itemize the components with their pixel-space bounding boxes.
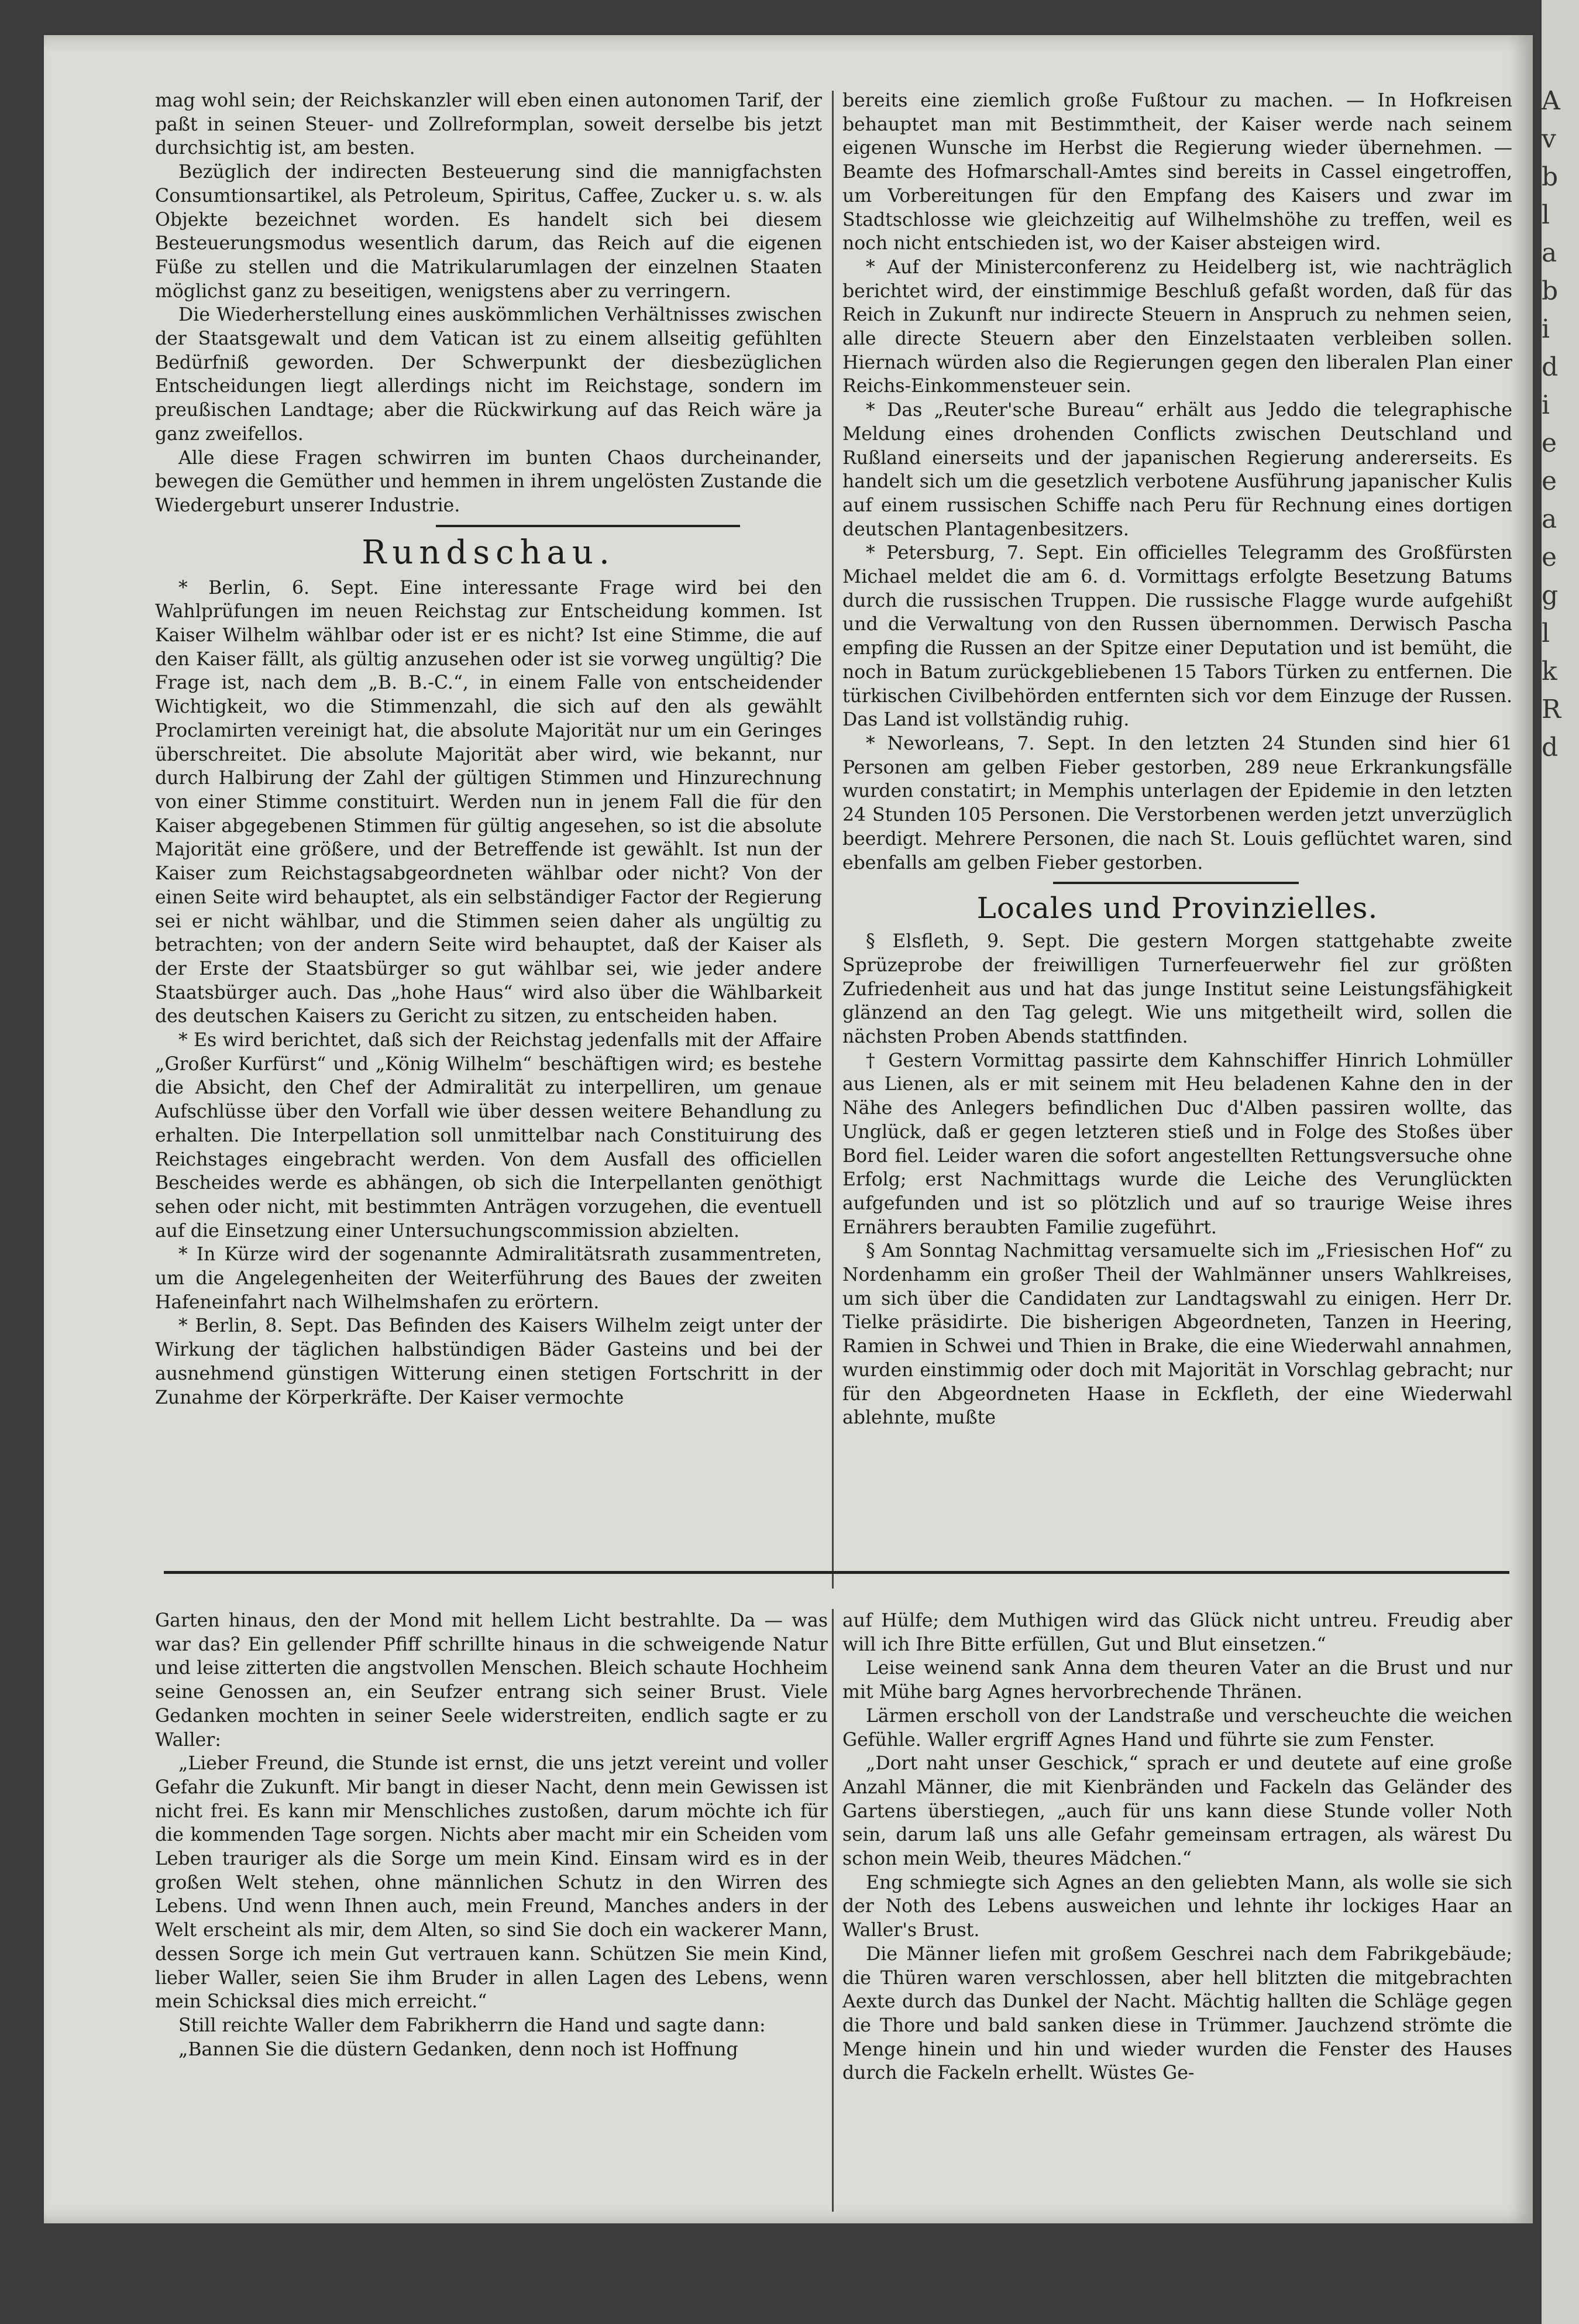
local-elsfleth-fire-brigade: § Elsfleth, 9. Sept. Die gestern Morgen stattgehabte zweite Sprüzeprobe der freiwilligen Turnerfeuerwehr fiel zur größten Zufriedenheit aus und hat das junge Institut seine Leistungsfähigkeit glänzend an den Tag gelegt. Wie uns mitgetheilt wird, sollen die nächsten Proben Abends stattfinden.	[842, 931, 1512, 1048]
heading-locales-provinzielles: Locales und Provinzielles.	[976, 891, 1378, 926]
feuilleton-waller-reply: „Bannen Sie die düstern Gedanken, denn noch ist Hoffnung	[178, 2038, 738, 2060]
feuilleton-garden-paragraph: Garten hinaus, den der Mond mit hellem Licht bestrahlte. Da — was war das? Ein gellender Pfiff schrillte hinaus in die schweigende Natur und leise zitterten die angstvollen Menschen. Bleich schaute Hochheim seine Genossen an, ein Seufzer entrang sich seiner Brust. Viele Gedanken mochten in seiner Seele widerstreiten, endlich sagte er zu Waller:	[155, 1610, 828, 1751]
adjacent-fragment: l	[1542, 618, 1550, 648]
newspaper-page	[44, 35, 1533, 2223]
news-reuter-jeddo: * Das „Reuter'sche Bureau“ erhält aus Jeddo die telegraphische Meldung eines drohenden Conflicts zwischen Deutschland und Rußland einerseits und der japanischen Regierung andererseits. Es handelt sich um die gesetzlich verbotene Ausführung japanischer Kulis auf einem russischen Schiffe nach Peru für Rechnung eines dortigen deutschen Plantagenbesitzers.	[842, 400, 1512, 540]
feuilleton-noise-paragraph: Lärmen erscholl von der Landstraße und verscheuchte die weichen Gefühle. Waller ergriff Agnes Hand und führte sie zum Fenster.	[842, 1705, 1512, 1751]
news-admiralty-council: * In Kürze wird der sogenannte Admiralitätsrath zusammentreten, um die Angelegenheiten der Weiterführung des Baues der zweiten Hafeneinfahrt nach Wilhelmshafen zu erörtern.	[155, 1244, 822, 1313]
adjacent-fragment: d	[1542, 733, 1559, 762]
adjacent-fragment: g	[1542, 580, 1559, 610]
heading-rundschau: Rundschau.	[362, 533, 615, 572]
feuilleton-separator	[164, 1571, 1509, 1574]
feuilleton-column-right	[842, 1609, 1512, 2218]
news-admiralty-interpellation: * Es wird berichtet, daß sich der Reichstag jedenfalls mit der Affaire „Großer Kurfürst“ und „König Wilhelm“ beschäftigen wird; es bestehe die Absicht, den Chef der Admiralität zu interpelliren, um genaue Aufschlüsse über den Vorfall wie über dessen weitere Behandlung zu erhalten. Die Interpellation soll unmittelbar nach Constituirung des Reichstages eingebracht werden. Von dem Ausfall des officiellen Bescheides werde es abhängen, ob sich die Interpellanten genöthigt sehen oder nicht, mit bestimmten Anträgen vorzugehen, die eventuell auf die Einsetzung einer Untersuchungscommission abzielten.	[155, 1030, 822, 1242]
adjacent-fragment: d	[1542, 352, 1559, 382]
column-divider-top	[832, 91, 834, 1589]
adjacent-fragment: a	[1542, 504, 1557, 534]
adjacent-page-edge	[1542, 0, 1579, 2324]
paragraph-kaiser-tour: bereits eine ziemlich große Fußtour zu machen. — In Hofkreisen behauptet man mit Bestimmtheit, der Kaiser werde nach seinem eigenen Wunsche im Herbst die Regierung wieder übernehmen. — Beamte des Hofmarschall-Amtes sind bereits in Cassel eingetroffen, um Vorbereitungen für den Empfang des Kaisers und zwar im Stadtschlosse wie gleichzeitig auf Wilhelmshöhe zu treffen, weil es noch nicht entschieden ist, wo der Kaiser absteigen wird.	[842, 90, 1512, 255]
paragraph-vatican: Die Wiederherstellung eines auskömmlichen Verhältnisses zwischen der Staatsgewalt und dem Vatican ist zu einem allseitig gefühlten Bedürfniß geworden. Der Schwerpunkt der diesbezüglichen Entscheidungen liegt allerdings nicht im Reichstage, sondern im preußischen Landtage; aber die Rückwirkung auf das Reich wäre ja ganz zweifellos.	[155, 304, 822, 445]
local-boat-accident: † Gestern Vormittag passirte dem Kahnschiffer Hinrich Lohmüller aus Lienen, als er mit seinem mit Heu beladenen Kahne den in der Nähe des Anlegers befindlichen Duc d'Alben passiren wollte, das Unglück, daß er gegen letzteren stieß und in Folge des Stoßes über Bord fiel. Leider waren die sofort angestellten Rettungsversuche ohne Erfolg; erst Nachmittags wurde die Leiche des Verunglückten aufgefunden und ist so plötzlich und auf so traurige Weise ihres Ernährers beraubten Familie zugeführt.	[842, 1050, 1512, 1238]
news-heidelberg-conference: * Auf der Ministerconferenz zu Heidelberg ist, wie nachträglich berichtet wird, der einstimmige Beschluß gefaßt worden, daß für das Reich in Zukunft nur indirecte Steuern in Anspruch zu nehmen seien, alle directe Steuern aber den Einzelstaaten verbleiben sollen. Hiernach würden also die Regierungen gegen den liberalen Plan einer Reichs-Einkommensteuer sein.	[842, 256, 1512, 397]
feuilleton-help-paragraph: auf Hülfe; dem Muthigen wird das Glück nicht untreu. Freudig aber will ich Ihre Bitte erfüllen, Gut und Blut einsetzen.“	[842, 1610, 1512, 1655]
local-election-meeting: § Am Sonntag Nachmittag versamuelte sich im „Friesischen Hof“ zu Nordenhamm ein großer Theil der Wahlmänner unsers Wahlkreises, um sich über die Candidaten zur Landtagswahl zu einigen. Herr Dr. Tielke präsidirte. Die bisherigen Abgeordneten, Tanzen in Heering, Ramien in Schwei und Thien in Brake, die eine Wiederwahl annahmen, wurden einstimmig oder doch mit Majorität in Vorschlag gebracht; nur für den Abgeordneten Haase in Eckfleth, der eine Wiederwahl ablehnte, mußte	[842, 1240, 1512, 1429]
news-neworleans-fever: * Neworleans, 7. Sept. In den letzten 24 Stunden sind hier 61 Personen am gelben Fieber gestorben, 289 neue Erkrankungsfälle wurden constatirt; in Memphis unterlagen der Epidemie in den letzten 24 Stunden 105 Personen. Die Verstorbenen werden jetzt unverzüglich beerdigt. Mehrere Personen, die nach St. Louis geflüchtet waren, sind ebenfalls am gelben Fieber gestorben.	[842, 733, 1512, 874]
adjacent-fragment: l	[1542, 200, 1550, 230]
news-berlin-kaiser-health: * Berlin, 8. Sept. Das Befinden des Kaisers Wilhelm zeigt unter der Wirkung der täglichen halbstündigen Bäder Gasteins und bei der ausnehmend günstigen Witterung einen stetigen Fortschritt in der Zunahme der Körperkräfte. Der Kaiser vermochte	[155, 1315, 822, 1408]
section-divider	[436, 525, 740, 527]
adjacent-fragment: b	[1542, 162, 1559, 192]
feuilleton-waller-reply-intro: Still reichte Waller dem Fabrikherrn die Hand und sagte dann:	[178, 2014, 766, 2036]
feuilleton-fate-paragraph: „Dort naht unser Geschick,“ sprach er und deutete auf eine große Anzahl Männer, die mit Kienbränden und Fackeln das Geländer des Gartens überstiegen, „auch für uns kann diese Stunde voller Noth sein, darum laß uns alle Gefahr gemeinsam ertragen, als wärest Du schon mein Weib, theures Mädchen.“	[842, 1753, 1512, 1870]
adjacent-fragment: e	[1542, 428, 1557, 458]
adjacent-fragment: e	[1542, 466, 1557, 496]
article-column-right	[842, 89, 1512, 1596]
news-berlin-kaiser-eligibility: * Berlin, 6. Sept. Eine interessante Frage wird bei den Wahlprüfungen im neuen Reichstag zur Entscheidung kommen. Ist Kaiser Wilhelm wählbar oder ist er es nicht? Ist eine Stimme, die auf den Kaiser fällt, als gültig anzusehen oder ist sie vorweg ungültig? Die Frage ist, nach dem „B. B.-C.“, in einem Falle von entscheidender Wichtigkeit, wo die Stimmenzahl, die sich auf den als gewählt Proclamirten vereinigt hat, die absolute Majorität nur um ein Geringes überschreitet. Die absolute Majorität aber wird, wie bekannt, nur durch Halbirung der Zahl der gültigen Stimmen und Hinzurechnung von einer Stimme constituirt. Werden nun in jenem Fall die für den Kaiser abgegebenen Stimmen für gültig angesehen, so ist die absolute Majorität eine größere, und der Betreffende ist gewählt. Ist nun der Kaiser zum Reichstagsabgeordneten wählbar oder nicht? Von der einen Seite wird behauptet, als ein selbständiger Factor der Regierung sei er nicht wählbar, und die Stimmen seien daher als ungültig zu betrachten; von der andern Seite wird behauptet, daß der Kaiser als der Erste der Staatsbürger so gut wählbar sei, wie jeder andere Staatsbürger auch. Das „hohe Haus“ wird also über die Wählbarkeit des deutschen Kaisers zu Gericht zu sitzen, zu entscheiden haben.	[155, 577, 822, 1027]
feuilleton-anna-paragraph: Leise weinend sank Anna dem theuren Vater an die Brust und nur mit Mühe barg Agnes hervorbrechende Thränen.	[842, 1658, 1512, 1703]
feuilleton-hochheim-speech: „Lieber Freund, die Stunde ist ernst, die uns jetzt vereint und voller Gefahr die Zukunft. Mir bangt in dieser Nacht, denn mein Gewissen ist nicht frei. Es kann mir Menschliches zustoßen, darum möchte ich für die kommenden Tage sorgen. Nichts aber macht mir ein Scheiden vom Leben trauriger als die Sorge um mein Kind. Einsam wird es in der großen Welt stehen, ohne männlichen Schutz in den Wirren des Lebens. Und wenn Ihnen auch, mein Freund, Manches anders in der Welt erscheint als mir, dem Alten, so sind Sie doch ein wackerer Mann, dessen Sorge ich mein Gut vertrauen kann. Schützen Sie mein Kind, lieber Waller, seien Sie ihm Bruder in allen Lagen des Lebens, wenn mein Schicksal dies mich erreicht.“	[155, 1753, 828, 2013]
article-column-left	[155, 89, 822, 1596]
feuilleton-mob-paragraph: Die Männer liefen mit großem Geschrei nach dem Fabrikgebäude; die Thüren waren verschlossen, aber hell blitzten die mitgebrachten Aexte durch das Dunkel der Nacht. Mächtig hallten die Schläge gegen die Thore und bald sanken diese in Trümmer. Jauchzend strömte die Menge hinein und hin und wieder wurden die Fenster des Hauses durch die Fackeln erhellt. Wüstes Ge-	[842, 1943, 1512, 2084]
feuilleton-agnes-paragraph: Eng schmiegte sich Agnes an den geliebten Mann, als wolle sie sich der Noth des Lebens ausweichen und lehnte ihr lockiges Haar an Waller's Brust.	[842, 1872, 1512, 1941]
adjacent-fragment: b	[1542, 276, 1559, 306]
adjacent-fragment: v	[1542, 124, 1556, 154]
adjacent-fragment: A	[1542, 86, 1560, 116]
news-petersburg-batum: * Petersburg, 7. Sept. Ein officielles Telegramm des Großfürsten Michael meldet die am 6. d. Vormittags erfolgte Besetzung Batums durch die russischen Truppen. Die russische Flagge wurde aufgehißt und die Verwaltung von den Russen übernommen. Derwisch Pascha empfing die Russen an der Spitze einer Deputation und ist bemüht, die noch in Batum zurückgebliebenen 15 Tabors Türken zu entfernen. Die türkischen Civilbehörden entfernten sich vor dem Einzuge der Russen. Das Land ist vollständig ruhig.	[842, 542, 1512, 731]
feuilleton-column-left	[155, 1609, 828, 2218]
adjacent-fragment: R	[1542, 695, 1561, 724]
adjacent-fragment: i	[1542, 390, 1550, 420]
adjacent-fragment: k	[1542, 656, 1557, 686]
adjacent-fragment: a	[1542, 238, 1557, 268]
section-divider	[1053, 882, 1299, 884]
adjacent-fragment: e	[1542, 542, 1557, 572]
adjacent-fragment: i	[1542, 314, 1550, 344]
paragraph-chaos: Alle diese Fragen schwirren im bunten Chaos durcheinander, bewegen die Gemüther und hemmen in ihrem ungelösten Zustande die Wiedergeburt unserer Industrie.	[155, 447, 822, 516]
paragraph-indirect-taxes: Bezüglich der indirecten Besteuerung sind die mannigfachsten Consumtionsartikel, als Petroleum, Spiritus, Caffee, Zucker u. s. w. als Objekte bezeichnet worden. Es handelt sich bei diesem Besteuerungsmodus wesentlich darum, das Reich auf die eigenen Füße zu stellen und die Matrikularumlagen der einzelnen Staaten möglichst ganz zu beseitigen, wenigstens aber zu verringern.	[155, 161, 822, 302]
column-divider-bottom	[832, 1609, 834, 2212]
paragraph-tariff: mag wohl sein; der Reichskanzler will eben einen autonomen Tarif, der paßt in seinen Steuer- und Zollreformplan, soweit derselbe bis jetzt durchsichtig ist, am besten.	[155, 90, 822, 159]
